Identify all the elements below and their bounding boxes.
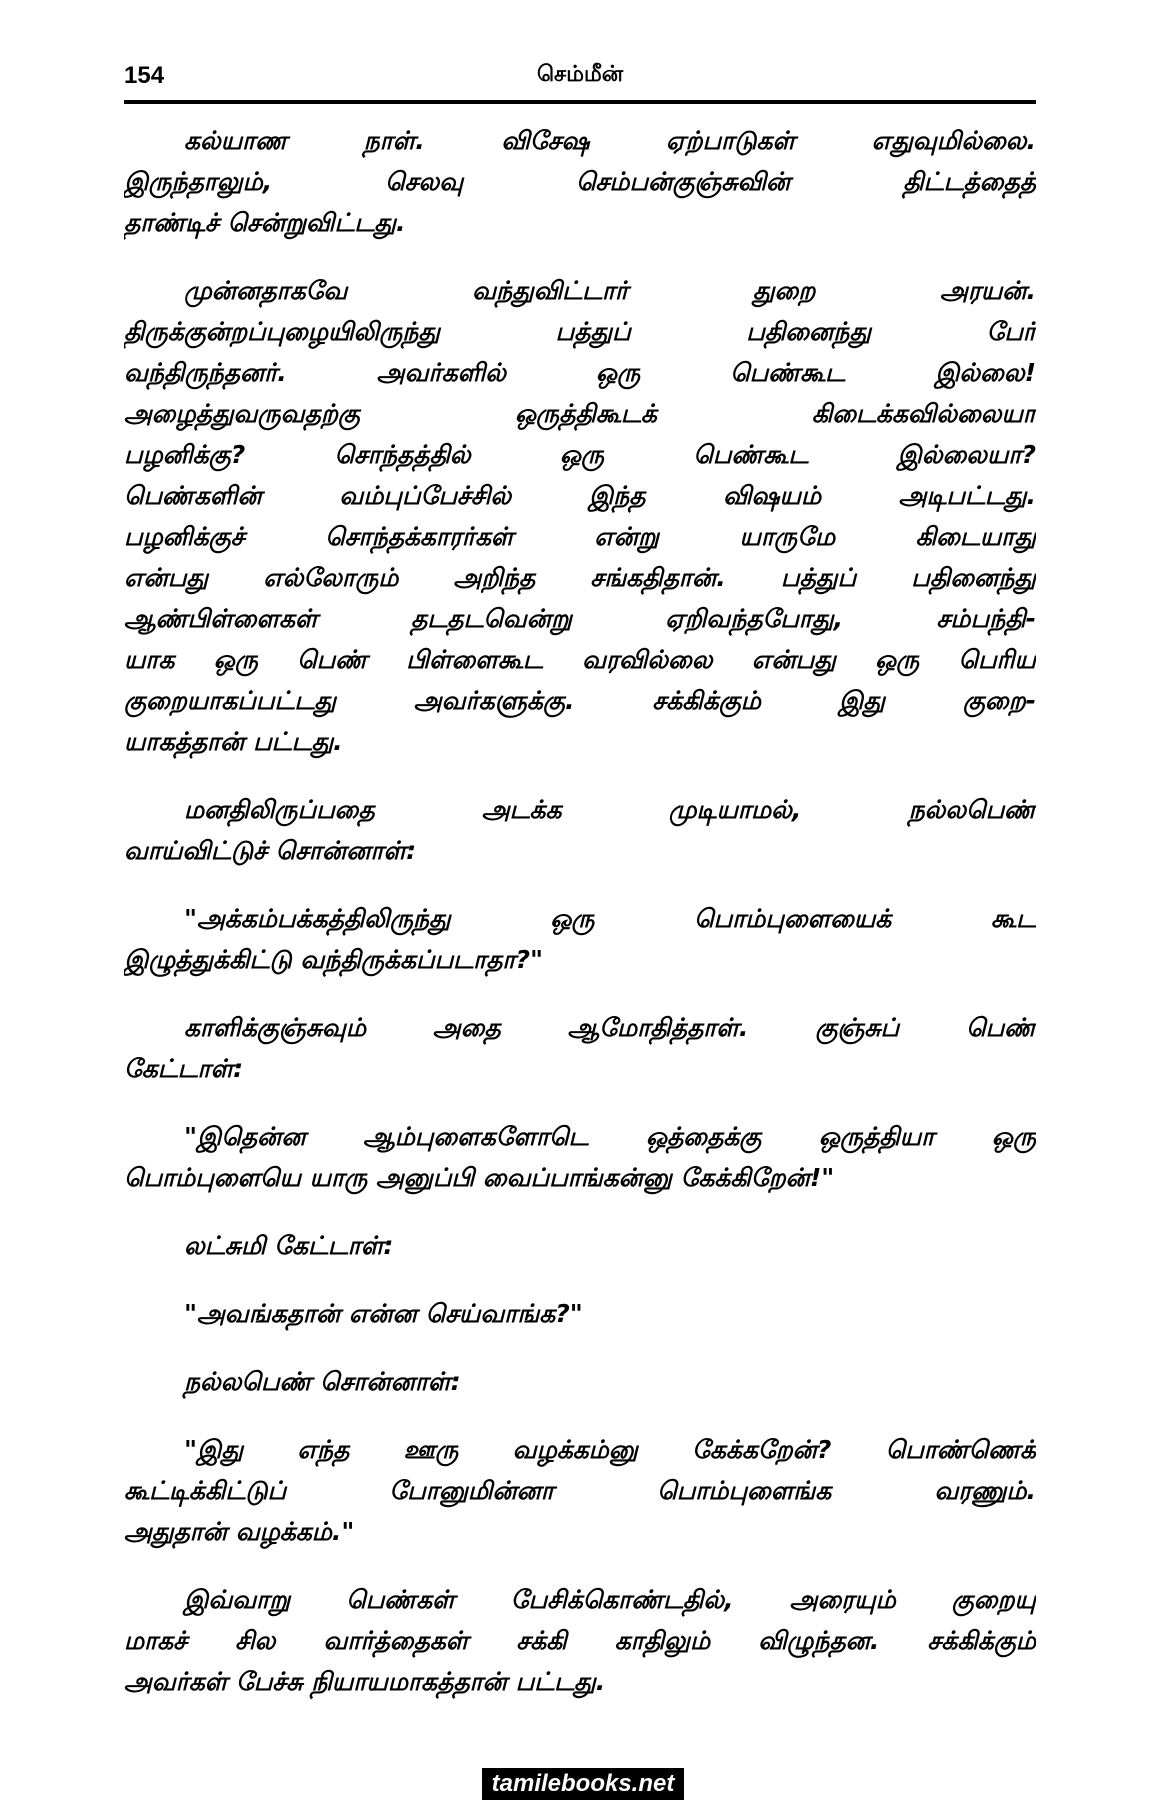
- text-line: அதுதான் வழக்கம்.": [124, 1517, 355, 1546]
- text-line: பெண்களின் வம்புப்பேச்சில் இந்த விஷயம் அடிபட்டது.: [124, 481, 1036, 510]
- text-line: வாய்விட்டுச் சொன்னாள்:: [124, 836, 417, 865]
- text-line: பொம்புளையெ யாரு அனுப்பி வைப்பாங்கன்னு கேக்கிறேன்!": [124, 1163, 835, 1192]
- text-line: என்பது எல்லோரும் அறிந்த சங்கதிதான். பத்துப் பதினைந்து: [124, 563, 1036, 592]
- text-line: இழுத்துக்கிட்டு வந்திருக்கப்படாதா?": [124, 945, 544, 974]
- paragraph: [124, 1429, 1036, 1552]
- header-rule: [124, 100, 1036, 104]
- text-line: மனதிலிருப்பதை அடக்க முடியாமல், நல்லபெண்: [184, 795, 1036, 824]
- paragraph: [124, 1361, 1036, 1402]
- text-line: இருந்தாலும், செலவு செம்பன்குஞ்சுவின் திட்டத்தைத்: [124, 167, 1036, 196]
- paragraph: [124, 1007, 1036, 1089]
- text-line: பழனிக்கு? சொந்தத்தில் ஒரு பெண்கூட இல்லையா?: [124, 440, 1036, 469]
- paragraph: [124, 270, 1036, 762]
- text-line: "இது எந்த ஊரு வழக்கம்னு கேக்கறேன்? பொண்ணெக்: [184, 1435, 1036, 1464]
- paragraph: [124, 789, 1036, 871]
- text-line: அவர்கள் பேச்சு நியாயமாகத்தான் பட்டது.: [124, 1667, 606, 1696]
- text-line: திருக்குன்றப்புழையிலிருந்து பத்துப் பதினைந்து பேர்: [124, 317, 1036, 346]
- text-line: லட்சுமி கேட்டாள்:: [184, 1231, 394, 1260]
- text-line: தாண்டிச் சென்றுவிட்டது.: [124, 208, 406, 237]
- text-line: கேட்டாள்:: [124, 1054, 244, 1083]
- paragraph: [124, 1225, 1036, 1266]
- paragraph: [124, 898, 1036, 980]
- book-title: செம்மீன்: [536, 62, 624, 87]
- text-line: யாக ஒரு பெண் பிள்ளைகூட வரவில்லை என்பது ஒரு பெரிய: [124, 645, 1036, 674]
- text-line: பழனிக்குச் சொந்தக்காரர்கள் என்று யாருமே கிடையாது: [124, 522, 1036, 551]
- paragraph: [124, 1579, 1036, 1702]
- paragraph: [124, 1293, 1036, 1334]
- text-line: இவ்வாறு பெண்கள் பேசிக்கொண்டதில், அரையும் குறையு: [184, 1585, 1036, 1614]
- text-line: அழைத்துவருவதற்கு ஒருத்திகூடக் கிடைக்கவில்லையா: [124, 399, 1036, 428]
- running-header: [124, 62, 1036, 98]
- paragraph: [124, 120, 1036, 243]
- text-line: குறையாகப்பட்டது அவர்களுக்கு. சக்கிக்கும் இது குறை-: [124, 686, 1036, 715]
- text-line: "அக்கம்பக்கத்திலிருந்து ஒரு பொம்புளையைக் கூட: [184, 904, 1036, 933]
- text-line: கூட்டிக்கிட்டுப் போனுமின்னா பொம்புளைங்க வரணும்.: [124, 1476, 1036, 1505]
- text-line: யாகத்தான் பட்டது.: [124, 727, 343, 756]
- text-line: "இதென்ன ஆம்புளைகளோடெ ஒத்தைக்கு ஒருத்தியா ஒரு: [184, 1122, 1036, 1151]
- text-line: ஆண்பிள்ளைகள் தடதடவென்று ஏறிவந்தபோது, சம்பந்தி-: [124, 604, 1036, 633]
- text-line: முன்னதாகவே வந்துவிட்டார் துறை அரயன்.: [184, 276, 1036, 305]
- watermark-logo: tamilebooks.net: [482, 1768, 684, 1800]
- page-body: [124, 120, 1036, 1729]
- text-line: கல்யாண நாள். விசேஷ ஏற்பாடுகள் எதுவுமில்லை.: [184, 126, 1036, 155]
- text-line: "அவங்கதான் என்ன செய்வாங்க?": [184, 1299, 583, 1328]
- text-line: நல்லபெண் சொன்னாள்:: [184, 1367, 461, 1396]
- text-line: மாகச் சில வார்த்தைகள் சக்கி காதிலும் விழுந்தன. சக்கிக்கும்: [124, 1626, 1036, 1655]
- paragraph: [124, 1116, 1036, 1198]
- page-number: 154: [124, 62, 165, 89]
- text-line: காளிக்குஞ்சுவும் அதை ஆமோதித்தாள். குஞ்சுப் பெண்: [184, 1013, 1036, 1042]
- text-line: வந்திருந்தனர். அவர்களில் ஒரு பெண்கூட இல்லை!: [124, 358, 1036, 387]
